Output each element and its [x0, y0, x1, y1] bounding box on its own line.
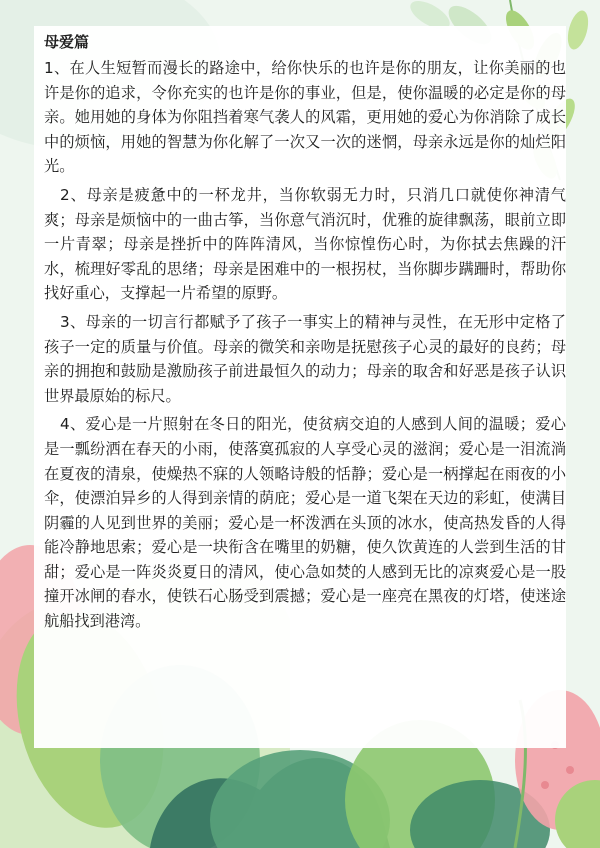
paragraph-1: 1、在人生短暂而漫长的路途中，给你快乐的也许是你的朋友，让你美丽的也许是你的追求，令你充实的也许是你的事业，但是，使你温暖的必定是你的母亲。她用她的身体为你阻挡着寒气袭人的风霜，更用她的爱心为你消除了成长中的烦恼，用她的智慧为你化解了一次又一次的迷惘，母亲永远是你的灿烂阳光。: [44, 59, 566, 176]
document-body: [44, 30, 566, 638]
document-title: 母爱篇: [44, 33, 90, 51]
paragraph-3: 3、母亲的一切言行都赋予了孩子一事实上的精神与灵性，在无形中定格了孩子一定的质量与价值。母亲的微笑和亲吻是抚慰孩子心灵的最好的良药；母亲的拥抱和鼓励是激励孩子前进最恒久的动力；母亲的取舍和好恶是孩子认识世界最原始的标尺。: [44, 312, 566, 405]
paragraph-4: 4、爱心是一片照射在冬日的阳光，使贫病交迫的人感到人间的温暖；爱心是一瓢纷洒在春天的小雨，使落寞孤寂的人享受心灵的滋润；爱心是一泪流淌在夏夜的清泉，使燥热不寐的人领略诗般的恬静；爱心是一柄撑起在雨夜的小伞，使漂泊异乡的人得到亲情的荫庇；爱心是一道飞架在天边的彩虹，使满目阴霾的人见到世界的美丽；爱心是一杯泼洒在头顶的冰水，使高热发昏的人得能冷静地思索；爱心是一块衔含在嘴里的奶糖，使久饮黄连的人尝到生活的甘甜；爱心是一阵炎炎夏日的清风，使心急如焚的人感到无比的凉爽爱心是一股撞开冰闸的春水，使铁石心肠受到震撼；爱心是一座亮在黑夜的灯塔，使迷途航船找到港湾。: [44, 415, 566, 631]
paragraph-2: 2、母亲是疲惫中的一杯龙井，当你软弱无力时，只消几口就使你神清气爽；母亲是烦恼中的一曲古筝，当你意气消沉时，优雅的旋律飘荡，眼前立即一片青翠；母亲是挫折中的阵阵清风，当你惊惶伤心时，为你拭去焦躁的汗水，梳理好零乱的思绪；母亲是困难中的一根拐杖，当你脚步蹒跚时，帮助你找好重心，支撑起一片希望的原野。: [44, 185, 566, 303]
